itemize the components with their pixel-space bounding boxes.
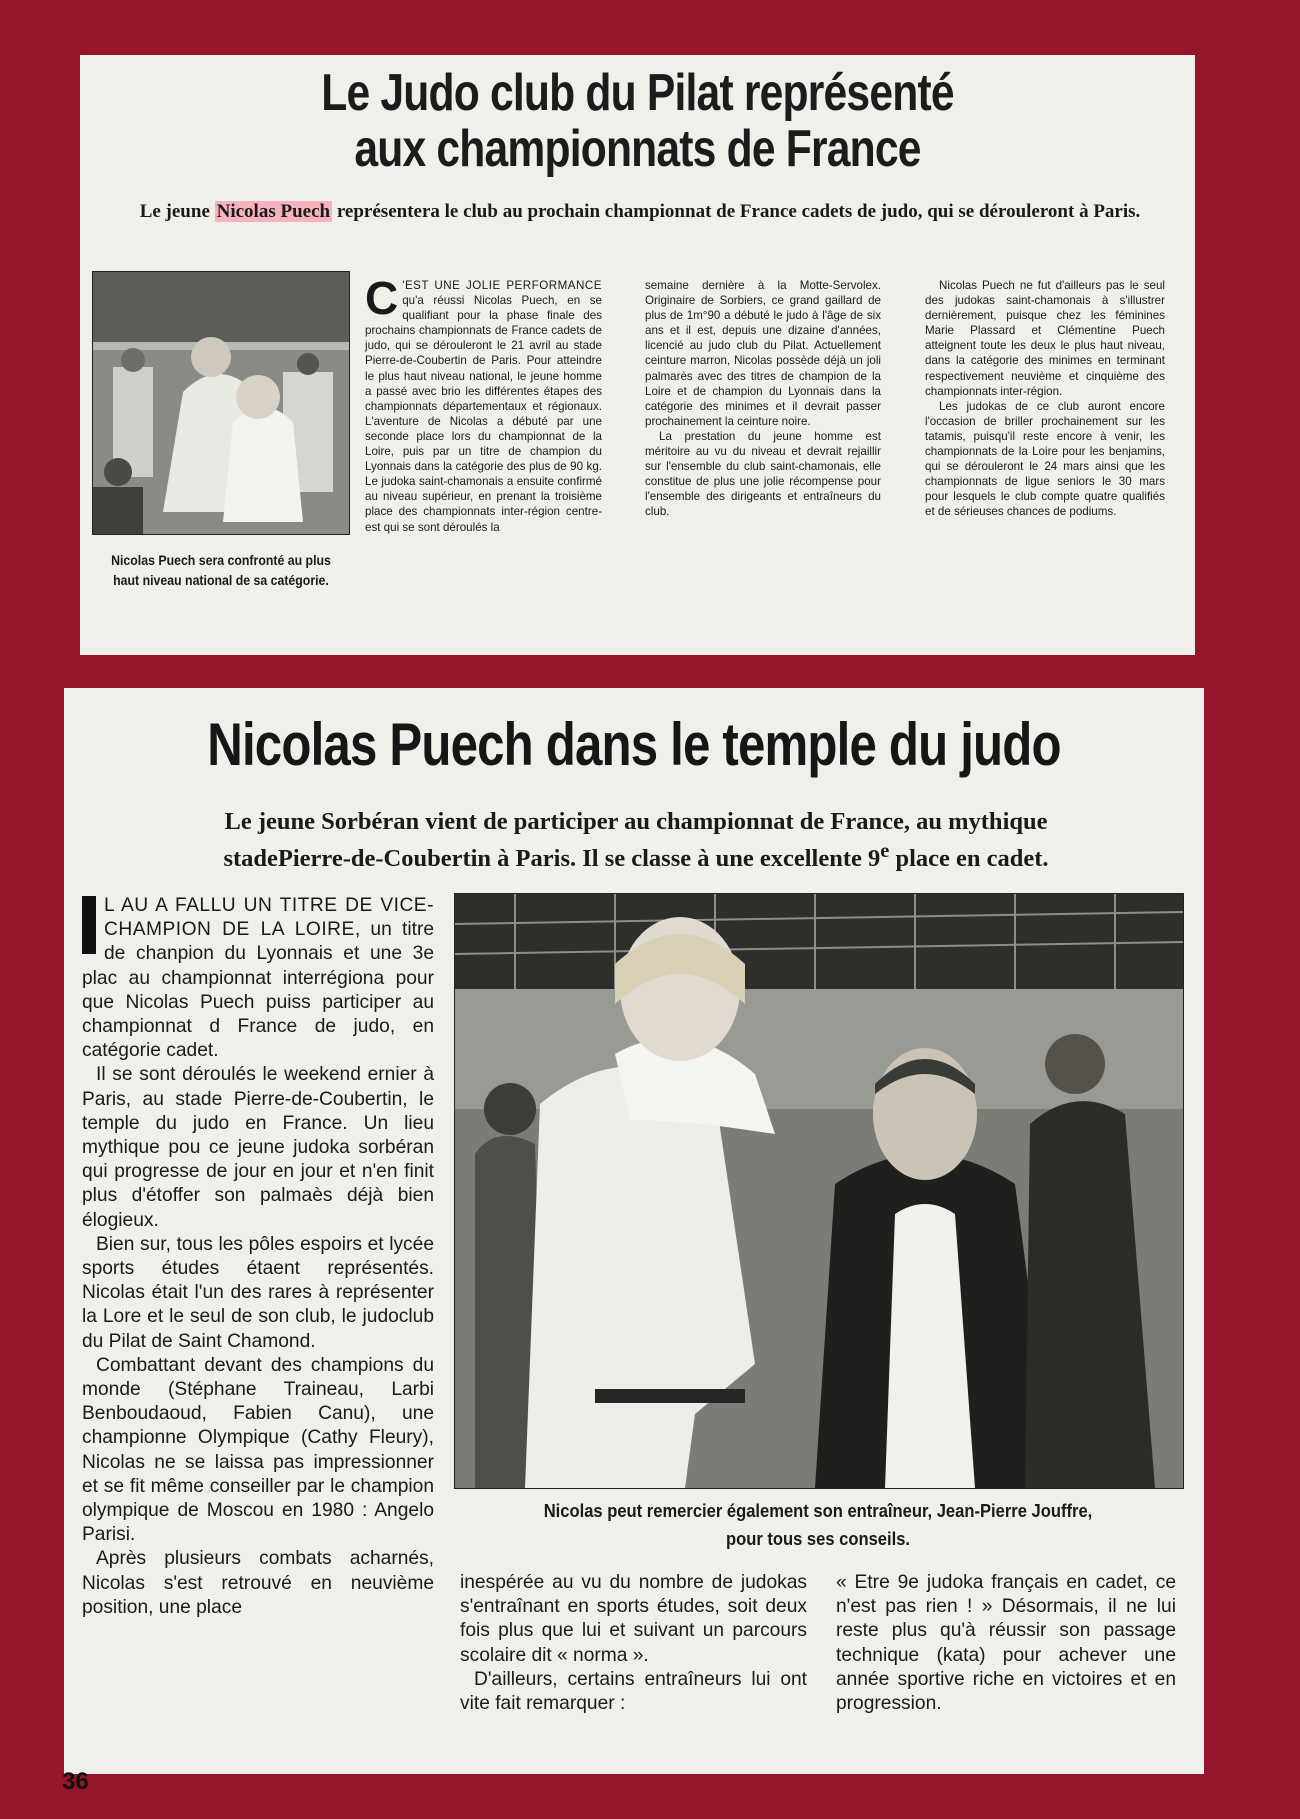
article1-headline-line2: aux championnats de France [354, 120, 921, 179]
article2-subhead-line1: Le jeune Sorbéran vient de participer au championnat de France, au mythique [224, 808, 1048, 835]
article2-column-2 [460, 1571, 807, 1716]
article2-photo [454, 893, 1184, 1489]
article1-dropcap: C [365, 272, 399, 324]
article1-headline [254, 65, 1021, 177]
article2-paragraph: Il se sont déroulés le weekend ernier à Paris, au stade Pierre-de-Coubertin, le temple du judo en France. Un lieu mythique pou ce jeune judoka sorbéran qui progresse de jour en jour et n'en finit plus d'étoffer son palmaès déjà bien élogieux. [82, 1064, 434, 1231]
article-clipping-temple-du-judo [64, 688, 1204, 1774]
article2-column-3 [836, 1571, 1176, 1716]
article2-paragraph: Combattant devant des champions du monde (Stéphane Traineau, Larbi Benboudaoud, Fabien Canu), une championne Olympique (Cathy Fleury), Nicolas ne se laissa pas impressionner et se fit même conseiller par le champion olympique de Moscou en 1980 : Angelo Parisi. [82, 1354, 434, 1546]
article2-subhead [86, 806, 1186, 875]
article1-photo-caption: Nicolas Puech sera confronté au plus haut niveau national de sa catégorie. [111, 552, 331, 589]
article1-paragraph: semaine dernière à la Motte-Servolex. Originaire de Sorbiers, ce grand gaillard de plus de 1m°90 a débuté le judo à l'âge de six ans et il est, depuis une dizaine d'années, licencié au judo club du Pilat. Actuellement ceinture marron, Nicolas possède déjà un joli palmarès avec des titres de champion de la Loire et de champion du Lyonnais dans la catégorie des minimes et il devrait passer prochainement la ceinture noire. [645, 279, 881, 428]
article1-paragraph: qu'a réussi Nicolas Puech, en se qualifiant pour la phase finale des prochains championnats de France cadets de judo, qui se dérouleront le 21 avril au stade Pierre-de-Coubertin de Paris. Pour atteindre le plus haut niveau national, le jeune homme a passé avec brio les différentes étapes des championnats départementaux et régionaux. L'aventure de Nicolas a débuté par une seconde place lors du championnat de la Loire, puis par un titre de champion du Lyonnais dans la catégorie des plus de 90 kg. Le judoka saint-chamonais a ensuite confirmé au niveau supérieur, en prenant la troisième place des championnats inter-région centre-est qui se sont déroulés la [365, 294, 602, 534]
article2-photo-caption [483, 1498, 1153, 1554]
article1-paragraph: Nicolas Puech ne fut d'ailleurs pas le seul des judokas saint-chamonais à s'illustrer dernièrement, puisque chez les féminines Marie Plassard et Clémentine Puech atteignent toute les deux le plus haut niveau, dans la catégorie des minimes en terminant respectivement neuvième et cinquième des championnats inter-région. [925, 279, 1165, 398]
article1-subhead-before: Le jeune [139, 201, 215, 222]
article2-subhead-line2 [86, 838, 1186, 875]
article1-column-2 [645, 278, 881, 520]
article1-paragraph: La prestation du jeune homme est méritoire au vu du niveau et devrait rejaillir sur l'ensemble du club saint-chamonais, elle constitue de plus une jolie récompense pour l'ensemble des dirigeants et entraîneurs du club. [645, 429, 881, 519]
article2-paragraph: « Etre 9e judoka français en cadet, ce n'est pas rien ! » Désormais, il ne lui reste plus qu'à réussir son passage technique (kata) pour achever une année sportive riche en victoires et en progression. [836, 1572, 1176, 1715]
article2-caption-line1: Nicolas peut remercier également son entraîneur, Jean-Pierre Jouffre, [543, 1501, 1093, 1521]
article1-paragraph: Les judokas de ce club auront encore l'occasion de briller prochainement sur les tatamis, puisqu'il reste encore à venir, les championnats de la Loire pour les benjamins, qui se dérouleront le 24 mars ainsi que les championnats de ligue seniors le 30 mars pour lesquels le club compte quatre qualifiés et de sérieuses chances de podiums. [925, 399, 1165, 519]
article2-subhead-sup: e [880, 839, 890, 862]
article1-photo [92, 271, 350, 535]
article2-paragraph: inespérée au vu du nombre de judokas s'entraînant en sports études, soit deux fois plus que lui et suivant un parcours scolaire dit « norma ». [460, 1572, 807, 1666]
highlighted-name: Nicolas Puech [216, 201, 331, 222]
article2-subhead-line2-b: place en cadet. [889, 845, 1049, 872]
article2-paragraph: , un titre de chanpion du Lyonnais et une 3e plac au championnat interrégiona pour que Nicolas Puech puiss participer au championnat d France de judo, en catégorie cadet. [82, 919, 434, 1062]
article2-column-1 [82, 888, 434, 1620]
page-number: 36 [62, 1768, 89, 1795]
article2-subhead-line2-a: stadePierre-de-Coubertin à Paris. Il se classe à une excellente 9 [223, 845, 881, 872]
article2-paragraph: Après plusieurs combats acharnés, Nicolas s'est retrouvé en neuvième position, une place [82, 1548, 434, 1618]
article2-caption-line2: pour tous ses conseils. [725, 1528, 911, 1549]
article1-headline-line1: Le Judo club du Pilat représenté [321, 64, 954, 122]
article2-lead: L AU A FALLU UN TITRE DE VICE-CHAMPION DE LA LOIRE [104, 895, 434, 941]
article-clipping-judo-club [80, 55, 1195, 655]
article1-subhead-after: représentera le club au prochain championnat de France cadets de judo, qui se dérouleront à Paris. [332, 201, 1141, 222]
article2-dropcap: I [82, 888, 100, 960]
article1-lead: 'EST UNE JOLIE PERFORMANCE [402, 279, 602, 292]
article2-headline: Nicolas Puech dans le temple du judo [207, 711, 1061, 778]
article1-subhead [125, 200, 1155, 225]
article2-paragraph: Bien sur, tous les pôles espoirs et lycée sports études étaent représentés. Nicolas était l'un des rares à représenter la Lore et le seul de son club, le judoclub du Pilat de Saint Chamond. [82, 1233, 434, 1352]
article2-paragraph: D'ailleurs, certains entraîneurs lui ont vite fait remarquer : [460, 1668, 807, 1715]
article1-column-1 [365, 272, 602, 535]
article1-column-3 [925, 278, 1165, 520]
